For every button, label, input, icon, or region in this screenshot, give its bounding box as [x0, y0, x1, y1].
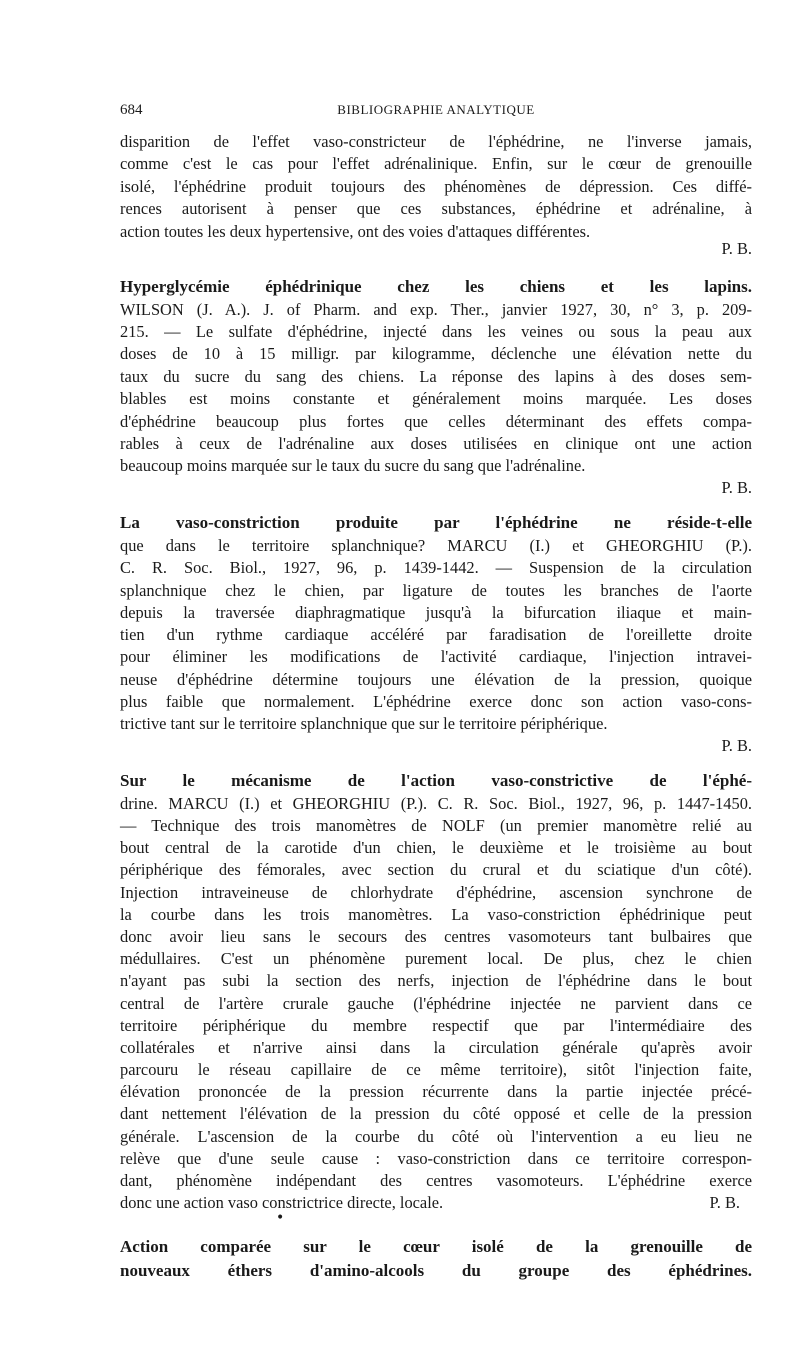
text-line: action toutes les deux hypertensive, ont des voies d'attaques différentes. [120, 222, 591, 241]
text-line: que dans le territoire splanchnique? MARCU (I.) et GHEORGHIU (P.). [120, 536, 752, 555]
signature: P. B. [709, 1193, 740, 1212]
text-line: C. R. Soc. Biol., 1927, 96, p. 1439-1442. — Suspension de la circulation [120, 558, 752, 577]
text-line: WILSON (J. A.). J. of Pharm. and exp. Ther., janvier 1927, 30, n° 3, p. 209- [120, 300, 752, 319]
text-line: drine. MARCU (I.) et GHEORGHIU (P.). C. R. Soc. Biol., 1927, 96, p. 1447-1450. [120, 794, 752, 813]
article-title: Sur le mécanisme de l'action vaso-constrictive de l'éphé- [120, 771, 752, 790]
text-line: bout central de la carotide d'un chien, le deuxième et le troisième au bout [120, 838, 752, 857]
ornament-dot: • [276, 1210, 285, 1226]
text-line: disparition de l'effet vaso-constricteur de l'éphédrine, ne l'inverse jamais, [120, 132, 752, 151]
text-line: donc avoir lieu sans le secours des centres vasomoteurs tant bulbaires que [120, 927, 752, 946]
page-header [120, 102, 752, 124]
text-line: blables est moins constante et généralement moins marquée. Les doses [120, 389, 752, 408]
text-line: depuis la traversée diaphragmatique jusqu'à la bifurcation iliaque et main- [120, 603, 752, 622]
text-line: central de l'artère crurale gauche (l'éphédrine injectée ne parvient dans ce [120, 994, 752, 1013]
text-line: rables à ceux de l'adrénaline aux doses utilisées en clinique ont une action [120, 434, 752, 453]
text-line: beaucoup moins marquée sur le taux du sucre du sang que l'adrénaline. [120, 456, 586, 475]
running-title: BIBLIOGRAPHIE ANALYTIQUE [337, 102, 535, 117]
text-line: n'ayant pas subi la section des nerfs, injection de l'éphédrine dans le bout [120, 971, 752, 990]
text-line: la courbe dans les trois manomètres. La vaso-constriction éphédrinique peut [120, 905, 752, 924]
text-line: périphérique des fémorales, avec section du crural et du sciatique d'un côté). [120, 860, 752, 879]
text-line: neuse d'éphédrine détermine toujours une élévation de la pression, quoique [120, 670, 752, 689]
text-line: — Technique des trois manomètres de NOLF (un premier manomètre relié au [120, 816, 752, 835]
text-line: dant nettement l'élévation de la pression du côté opposé et celle de la pression [120, 1104, 752, 1123]
text-line: médullaires. C'est un phénomène purement local. De plus, chez le chien [120, 949, 752, 968]
text-line: doses de 10 à 15 milligr. par kilogramme, déclenche une élévation nette du [120, 344, 752, 363]
text-line: tien d'un rythme cardiaque accéléré par faradisation de l'oreillette droite [120, 625, 752, 644]
text-line: isolé, l'éphédrine produit toujours des phénomènes de dépression. Ces diffé- [120, 177, 752, 196]
text-line: taux du sucre du sang des chiens. La réponse des lapins à des doses sem- [120, 367, 752, 386]
text-line: d'éphédrine beaucoup plus fortes que celles déterminant des effets compa- [120, 412, 752, 431]
text-line: donc une action vaso constrictrice directe, locale. [120, 1193, 444, 1212]
signature: P. B. [721, 736, 752, 755]
text-line: splanchnique chez le chien, par ligature de toutes les branches de l'aorte [120, 581, 752, 600]
text-line: 215. — Le sulfate d'éphédrine, injecté dans les veines ou sous la peau aux [120, 322, 752, 341]
text-line: relève que d'une seule cause : vaso-constriction dans ce territoire correspon- [120, 1149, 752, 1168]
text-line: comme c'est le cas pour l'effet adrénalinique. Enfin, sur le cœur de grenouille [120, 154, 752, 173]
article-title: Action comparée sur le cœur isolé de la grenouille de [120, 1237, 752, 1256]
article-title: La vaso-constriction produite par l'éphédrine ne réside-t-elle [120, 513, 752, 532]
text-line: rences autorisent à penser que ces substances, éphédrine et adrénaline, à [120, 199, 752, 218]
text-line: dant, phénomène indépendant des centres vasomoteurs. L'éphédrine exerce [120, 1171, 752, 1190]
text-line: pour éliminer les modifications de l'activité cardiaque, l'injection intravei- [120, 647, 752, 666]
text-line: collatérales et n'arrive ainsi dans la circulation générale qu'après avoir [120, 1038, 752, 1057]
text-line: territoire périphérique du membre respectif que par l'intermédiaire des [120, 1016, 752, 1035]
signature: P. B. [721, 478, 752, 497]
text-line: plus faible que normalement. L'éphédrine exerce donc son action vaso-cons- [120, 692, 752, 711]
text-line: élévation prononcée de la pression récurrente dans la partie injectée précé- [120, 1082, 752, 1101]
text-line: parcouru le réseau capillaire de ce même territoire), sitôt l'injection faite, [120, 1060, 752, 1079]
text-line: trictive tant sur le territoire splanchnique que sur le territoire périphérique. [120, 714, 608, 733]
text-line: générale. L'ascension de la courbe du côté où l'intervention a eu lieu ne [120, 1127, 752, 1146]
text-line: Injection intraveineuse de chlorhydrate d'éphédrine, ascension synchrone de [120, 883, 752, 902]
article-title: Hyperglycémie éphédrinique chez les chiens et les lapins. [120, 277, 752, 296]
page-number: 684 [120, 102, 143, 118]
article-title: nouveaux éthers d'amino-alcools du groupe des éphédrines. [120, 1261, 752, 1280]
signature: P. B. [721, 239, 752, 258]
